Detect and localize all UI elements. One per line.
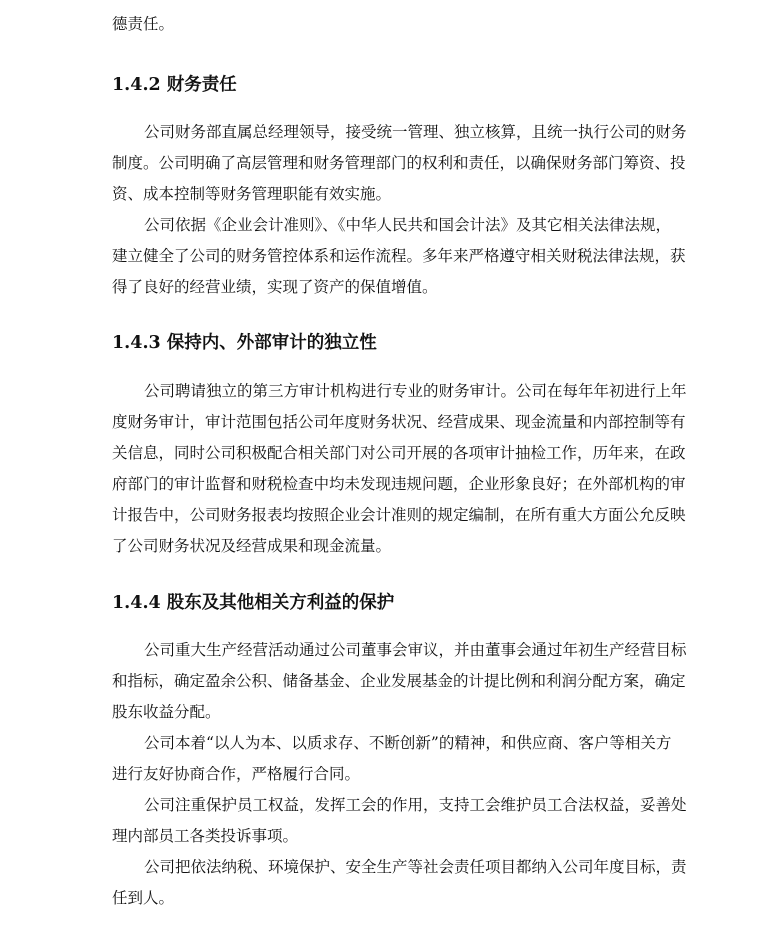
section-heading-1-4-3: 1.4.3 保持内、外部审计的独立性: [112, 333, 377, 353]
paragraph-line: 任到人。: [112, 889, 175, 907]
paragraph-line: 德责任。: [112, 15, 175, 33]
paragraph-line: 计报告中，公司财务报表均按照企业会计准则的规定编制，在所有重大方面公允反映: [112, 506, 686, 524]
paragraph-line: 度财务审计，审计范围包括公司年度财务状况、经营成果、现金流量和内部控制等有: [112, 413, 686, 431]
paragraph-line: 制度。公司明确了高层管理和财务管理部门的权利和责任，以确保财务部门筹资、投: [112, 154, 686, 172]
paragraph-line: 理内部员工各类投诉事项。: [112, 827, 299, 845]
paragraph-line: 府部门的审计监督和财税检查中均未发现违规问题，企业形象良好；在外部机构的审: [112, 475, 686, 493]
paragraph-line: 和指标，确定盈余公积、储备基金、企业发展基金的计提比例和利润分配方案，确定: [112, 672, 686, 690]
paragraph-line: 公司把依法纳税、环境保护、安全生产等社会责任项目都纳入公司年度目标，责: [144, 858, 687, 876]
paragraph-line: 了公司财务状况及经营成果和现金流量。: [112, 537, 392, 555]
paragraph-line: 公司聘请独立的第三方审计机构进行专业的财务审计。公司在每年年初进行上年: [144, 382, 687, 400]
paragraph-line: 关信息，同时公司积极配合相关部门对公司开展的各项审计抽检工作，历年来，在政: [112, 444, 686, 462]
paragraph-line: 公司财务部直属总经理领导，接受统一管理、独立核算，且统一执行公司的财务: [144, 123, 687, 141]
paragraph-line: 股东收益分配。: [112, 703, 221, 721]
paragraph-line: 得了良好的经营业绩，实现了资产的保值增值。: [112, 278, 438, 296]
paragraph-line: 进行友好协商合作，严格履行合同。: [112, 765, 361, 783]
paragraph-line: 资、成本控制等财务管理职能有效实施。: [112, 185, 392, 203]
paragraph-line: 公司依据《企业会计准则》、《中华人民共和国会计法》及其它相关法律法规，: [144, 216, 672, 234]
paragraph-line: 建立健全了公司的财务管控体系和运作流程。多年来严格遵守相关财税法律法规，获: [112, 247, 686, 265]
paragraph-line: 公司重大生产经营活动通过公司董事会审议，并由董事会通过年初生产经营目标: [144, 641, 687, 659]
paragraph-line: 公司本着“以人为本、以质求存、不断创新”的精神，和供应商、客户等相关方: [144, 734, 672, 752]
paragraph-line: 公司注重保护员工权益，发挥工会的作用，支持工会维护员工合法权益，妥善处: [144, 796, 687, 814]
section-heading-1-4-4: 1.4.4 股东及其他相关方利益的保护: [112, 593, 395, 613]
section-heading-1-4-2: 1.4.2 财务责任: [112, 75, 237, 95]
